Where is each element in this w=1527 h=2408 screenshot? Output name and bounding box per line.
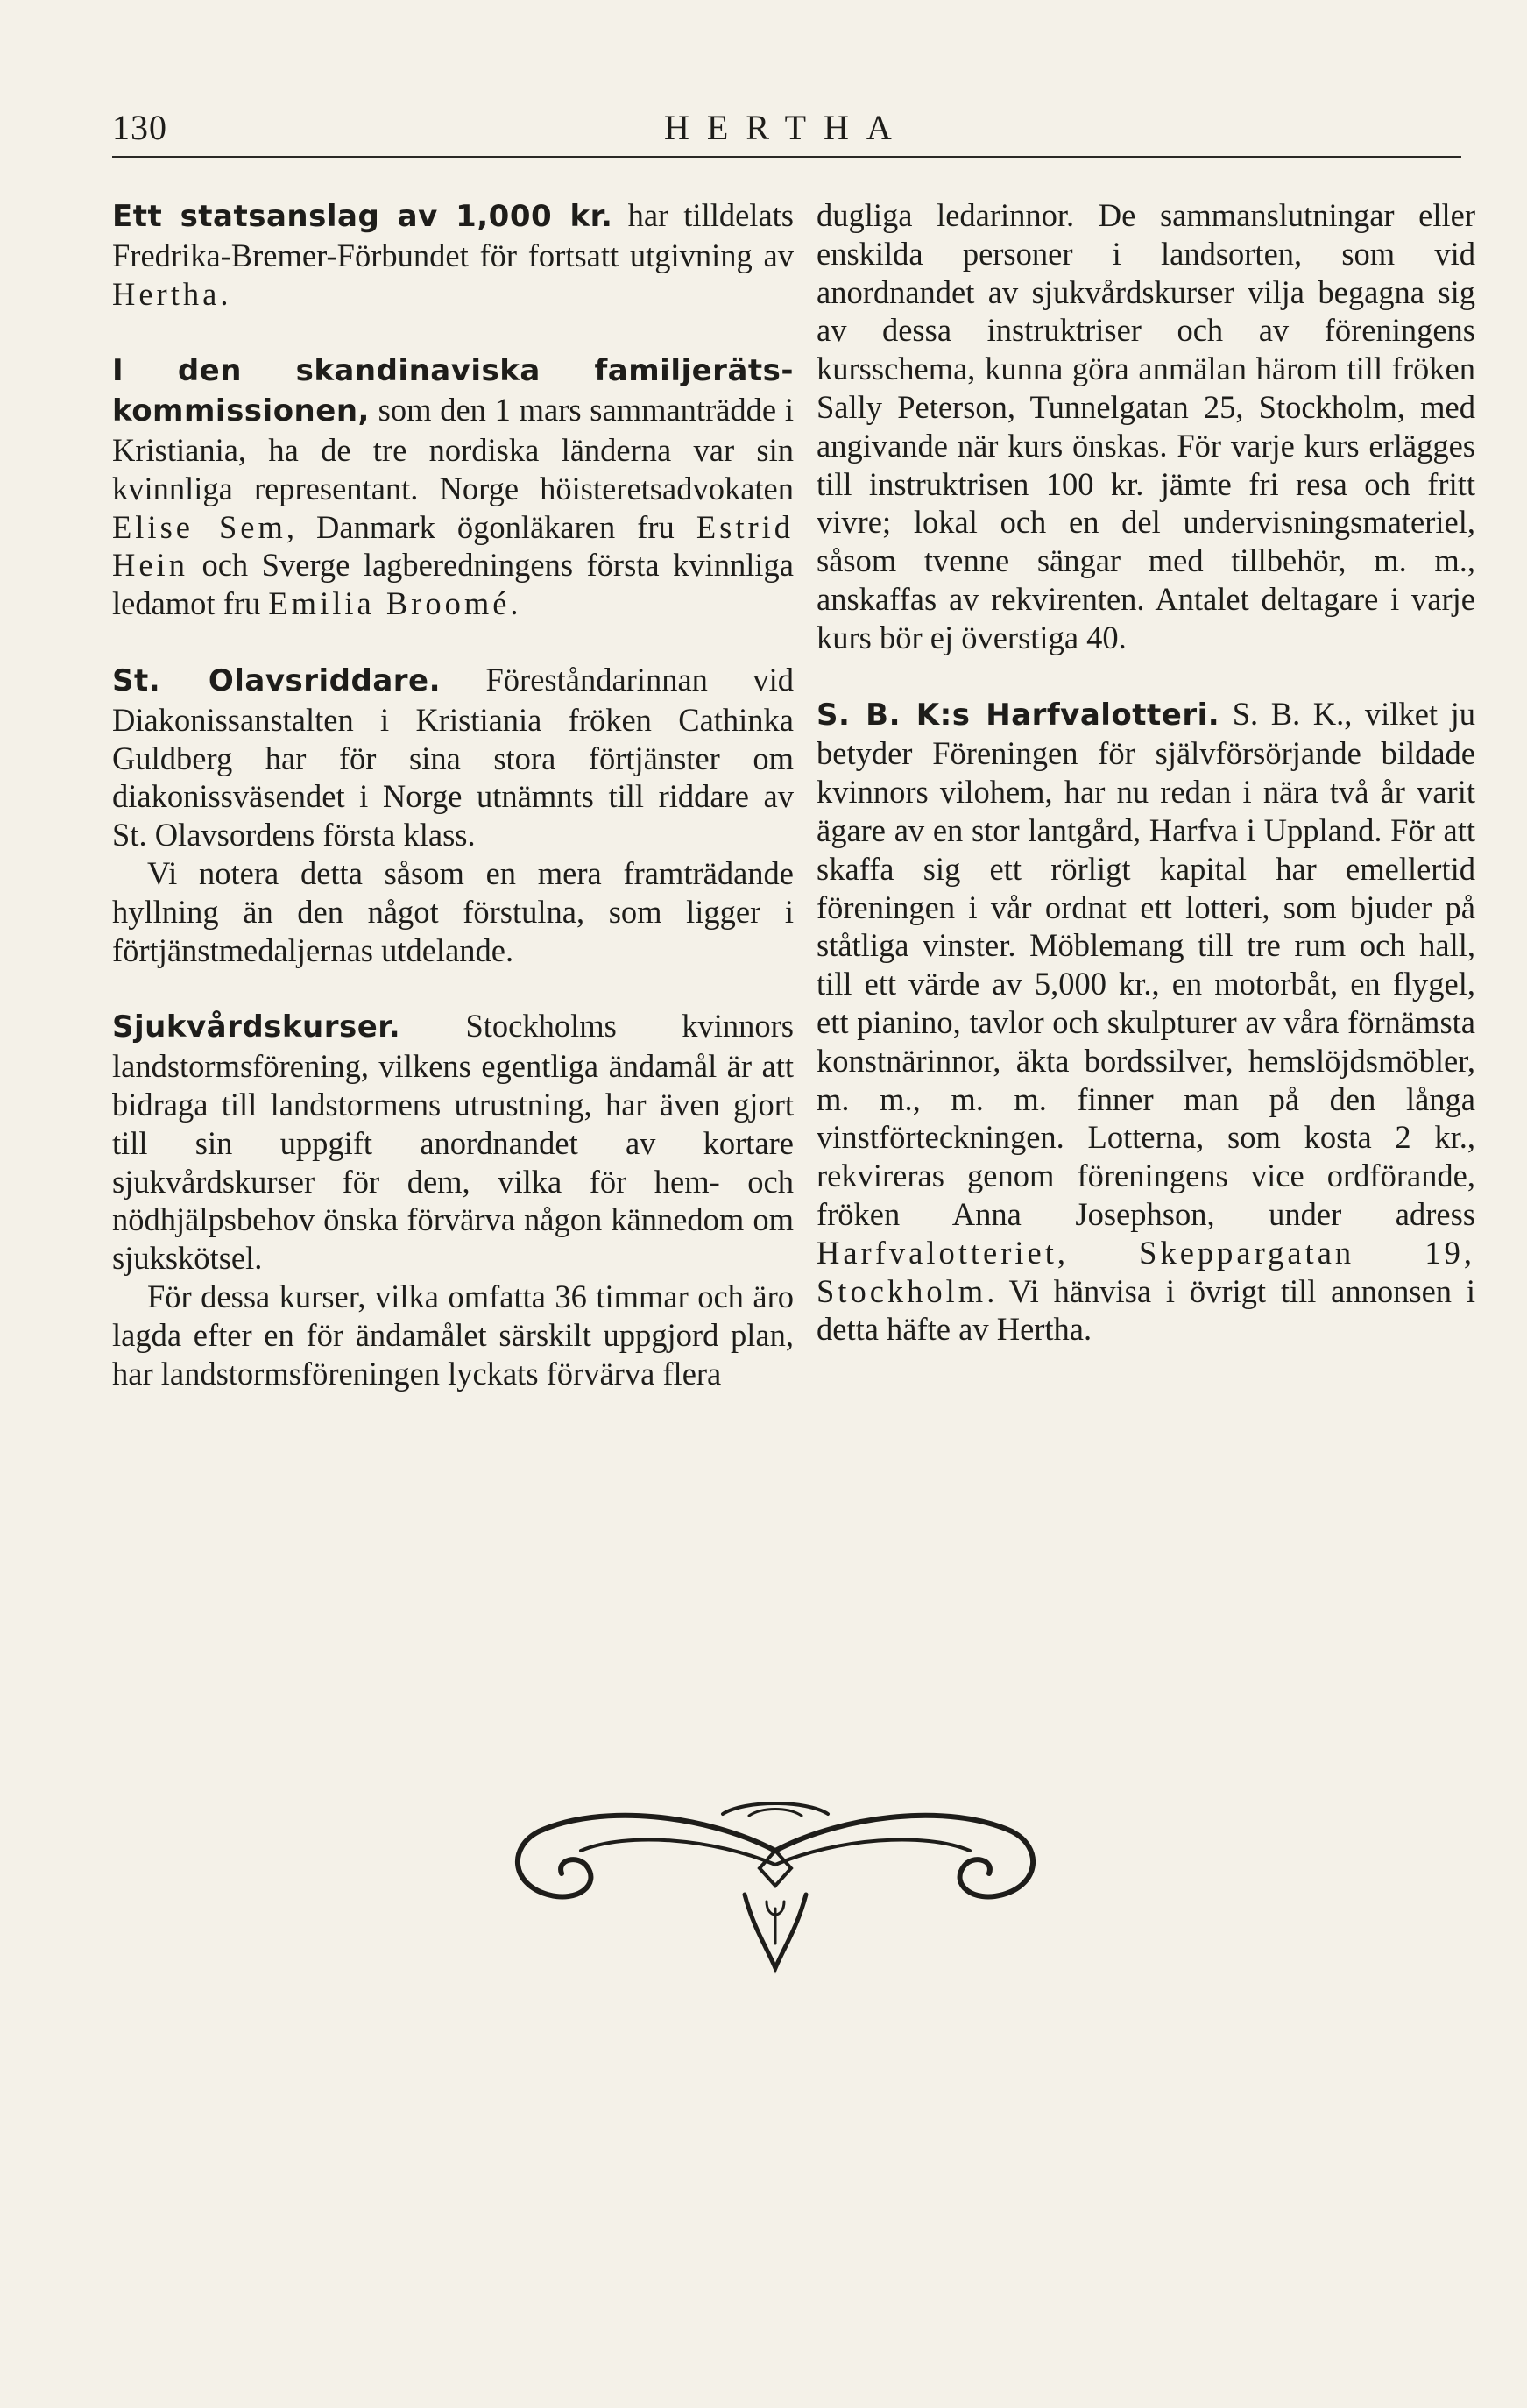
- article-lead: S. B. K:s Harfvalotteri.: [817, 697, 1220, 733]
- address-text: Harfvalotteriet, Skeppargatan 19, Stockholm: [817, 1234, 1475, 1309]
- article-text: Föreståndarinnan vid Diakonissanstalten i Kristiania fröken Cathinka Guldberg har för sina stora förtjänster om diakonissväsendet i Norge utnämnts till riddare av St. Olavsordens första klass.: [112, 661, 794, 853]
- right-column: [817, 196, 1475, 1349]
- article-text: . Vi hänvisa i övrigt till annonsen i detta häfte av Hertha.: [817, 1272, 1475, 1348]
- article-olavsriddare: [112, 661, 794, 854]
- article-text: S. B. K., vilket ju betyder Föreningen för självförsörjande bildade kvinnors vilohem, har nu redan i nära två år varit ägare av en stor lantgård, Harfva i Uppland. För att skaffa sig ett rörligt kapital har emellertid föreningen i vår ordnat ett lotteri, som bjuder på ståtliga vinster. Möblemang till tre rum och hall, till ett värde av 5,000 kr., en motorbåt, en flygel, ett pianino, tavlor och skulpturer av våra förnämsta konstnärinnor, äkta bordssilver, hemslöjdsmöbler, m. m., m. m. finner man på den långa vinstförteckningen. Lotterna, som kosta 2 kr., rekvireras genom föreningens vice ordförande, fröken Anna Josephson, under adress: [817, 695, 1475, 1232]
- running-title: HERTHA: [664, 108, 909, 147]
- person-name: Emilia Broomé: [268, 585, 511, 622]
- article-lead: I den skandinaviska familjeräts-kommissionen,: [112, 353, 794, 429]
- article-familjeratt: [112, 351, 794, 623]
- article-text: .: [220, 275, 229, 312]
- header-rule: [112, 156, 1461, 158]
- article-lead: St. Olavsriddare.: [112, 662, 442, 698]
- article-text: som den 1 mars sammanträdde i Kristiania, ha de tre nordiska länderna var sin kvinnliga representant. Norge höisteretsadvokaten: [112, 392, 794, 506]
- left-column: [112, 196, 794, 1392]
- page-number: 130: [112, 108, 167, 147]
- article-lead: Ett statsanslag av 1,000 kr.: [112, 199, 613, 234]
- scroll-ornament-icon: [504, 1796, 1047, 1976]
- article-sjukvardskurser: [112, 1007, 794, 1278]
- article-text: har tilldelats Fredrika-Bremer-Förbundet för fortsatt utgivning av: [112, 197, 794, 273]
- person-name: Elise Sem: [112, 508, 286, 545]
- article-paragraph: För dessa kurser, vilka omfatta 36 timmar och äro lagda efter en för ändamålet särskilt uppgjord plan, har landstormsföreningen lyckats förvärva flera: [112, 1278, 794, 1392]
- article-paragraph: Vi notera detta såsom en mera framträdande hyllning än den något förstulna, som ligger i förtjänstmedaljernas utdelande.: [112, 854, 794, 968]
- article-text: och Sverge lagberedningens första kvinnliga ledamot fru: [112, 547, 794, 622]
- article-statsanslag: [112, 196, 794, 313]
- article-sjukvardskurser-continued: dugliga ledarinnor. De sammanslutningar eller enskilda personer i landsorten, som vid anordnandet av sjukvårdskurser vilja begagna sig av dessa instruktriser och av föreningens kursschema, kunna göra anmälan härom till fröken Sally Peterson, Tunnelgatan 25, Stockholm, med angivande när kurs önskas. För varje kurs erlägges till instruktrisen 100 kr. jämte fri resa och fritt vivre; lokal och en del undervisningsmateriel, såsom tvenne sängar med tillbehör, m. m., anskaffas av rekvirenten. Antalet deltagare i varje kurs bör ej överstiga 40.: [817, 197, 1475, 655]
- article-text: , Danmark ögonläkaren fru: [286, 508, 696, 545]
- journal-name: Hertha: [112, 275, 221, 312]
- article-text: Stockholms kvinnors landstormsförening, vilkens egentliga ändamål är att bidraga till landstormens utrustning, har även gjort till sin uppgift anordnandet av kortare sjukvårdskurser för dem, vilka för hem- och nödhjälpsbehov önska förvärva någon kännedom om sjukskötsel.: [112, 1008, 794, 1277]
- article-harfvalotteri: [817, 695, 1475, 1349]
- article-lead: Sjukvårdskurser.: [112, 1009, 401, 1045]
- person-name: Estrid Hein: [112, 508, 795, 584]
- page-header: [112, 107, 1461, 159]
- article-text: .: [510, 585, 519, 622]
